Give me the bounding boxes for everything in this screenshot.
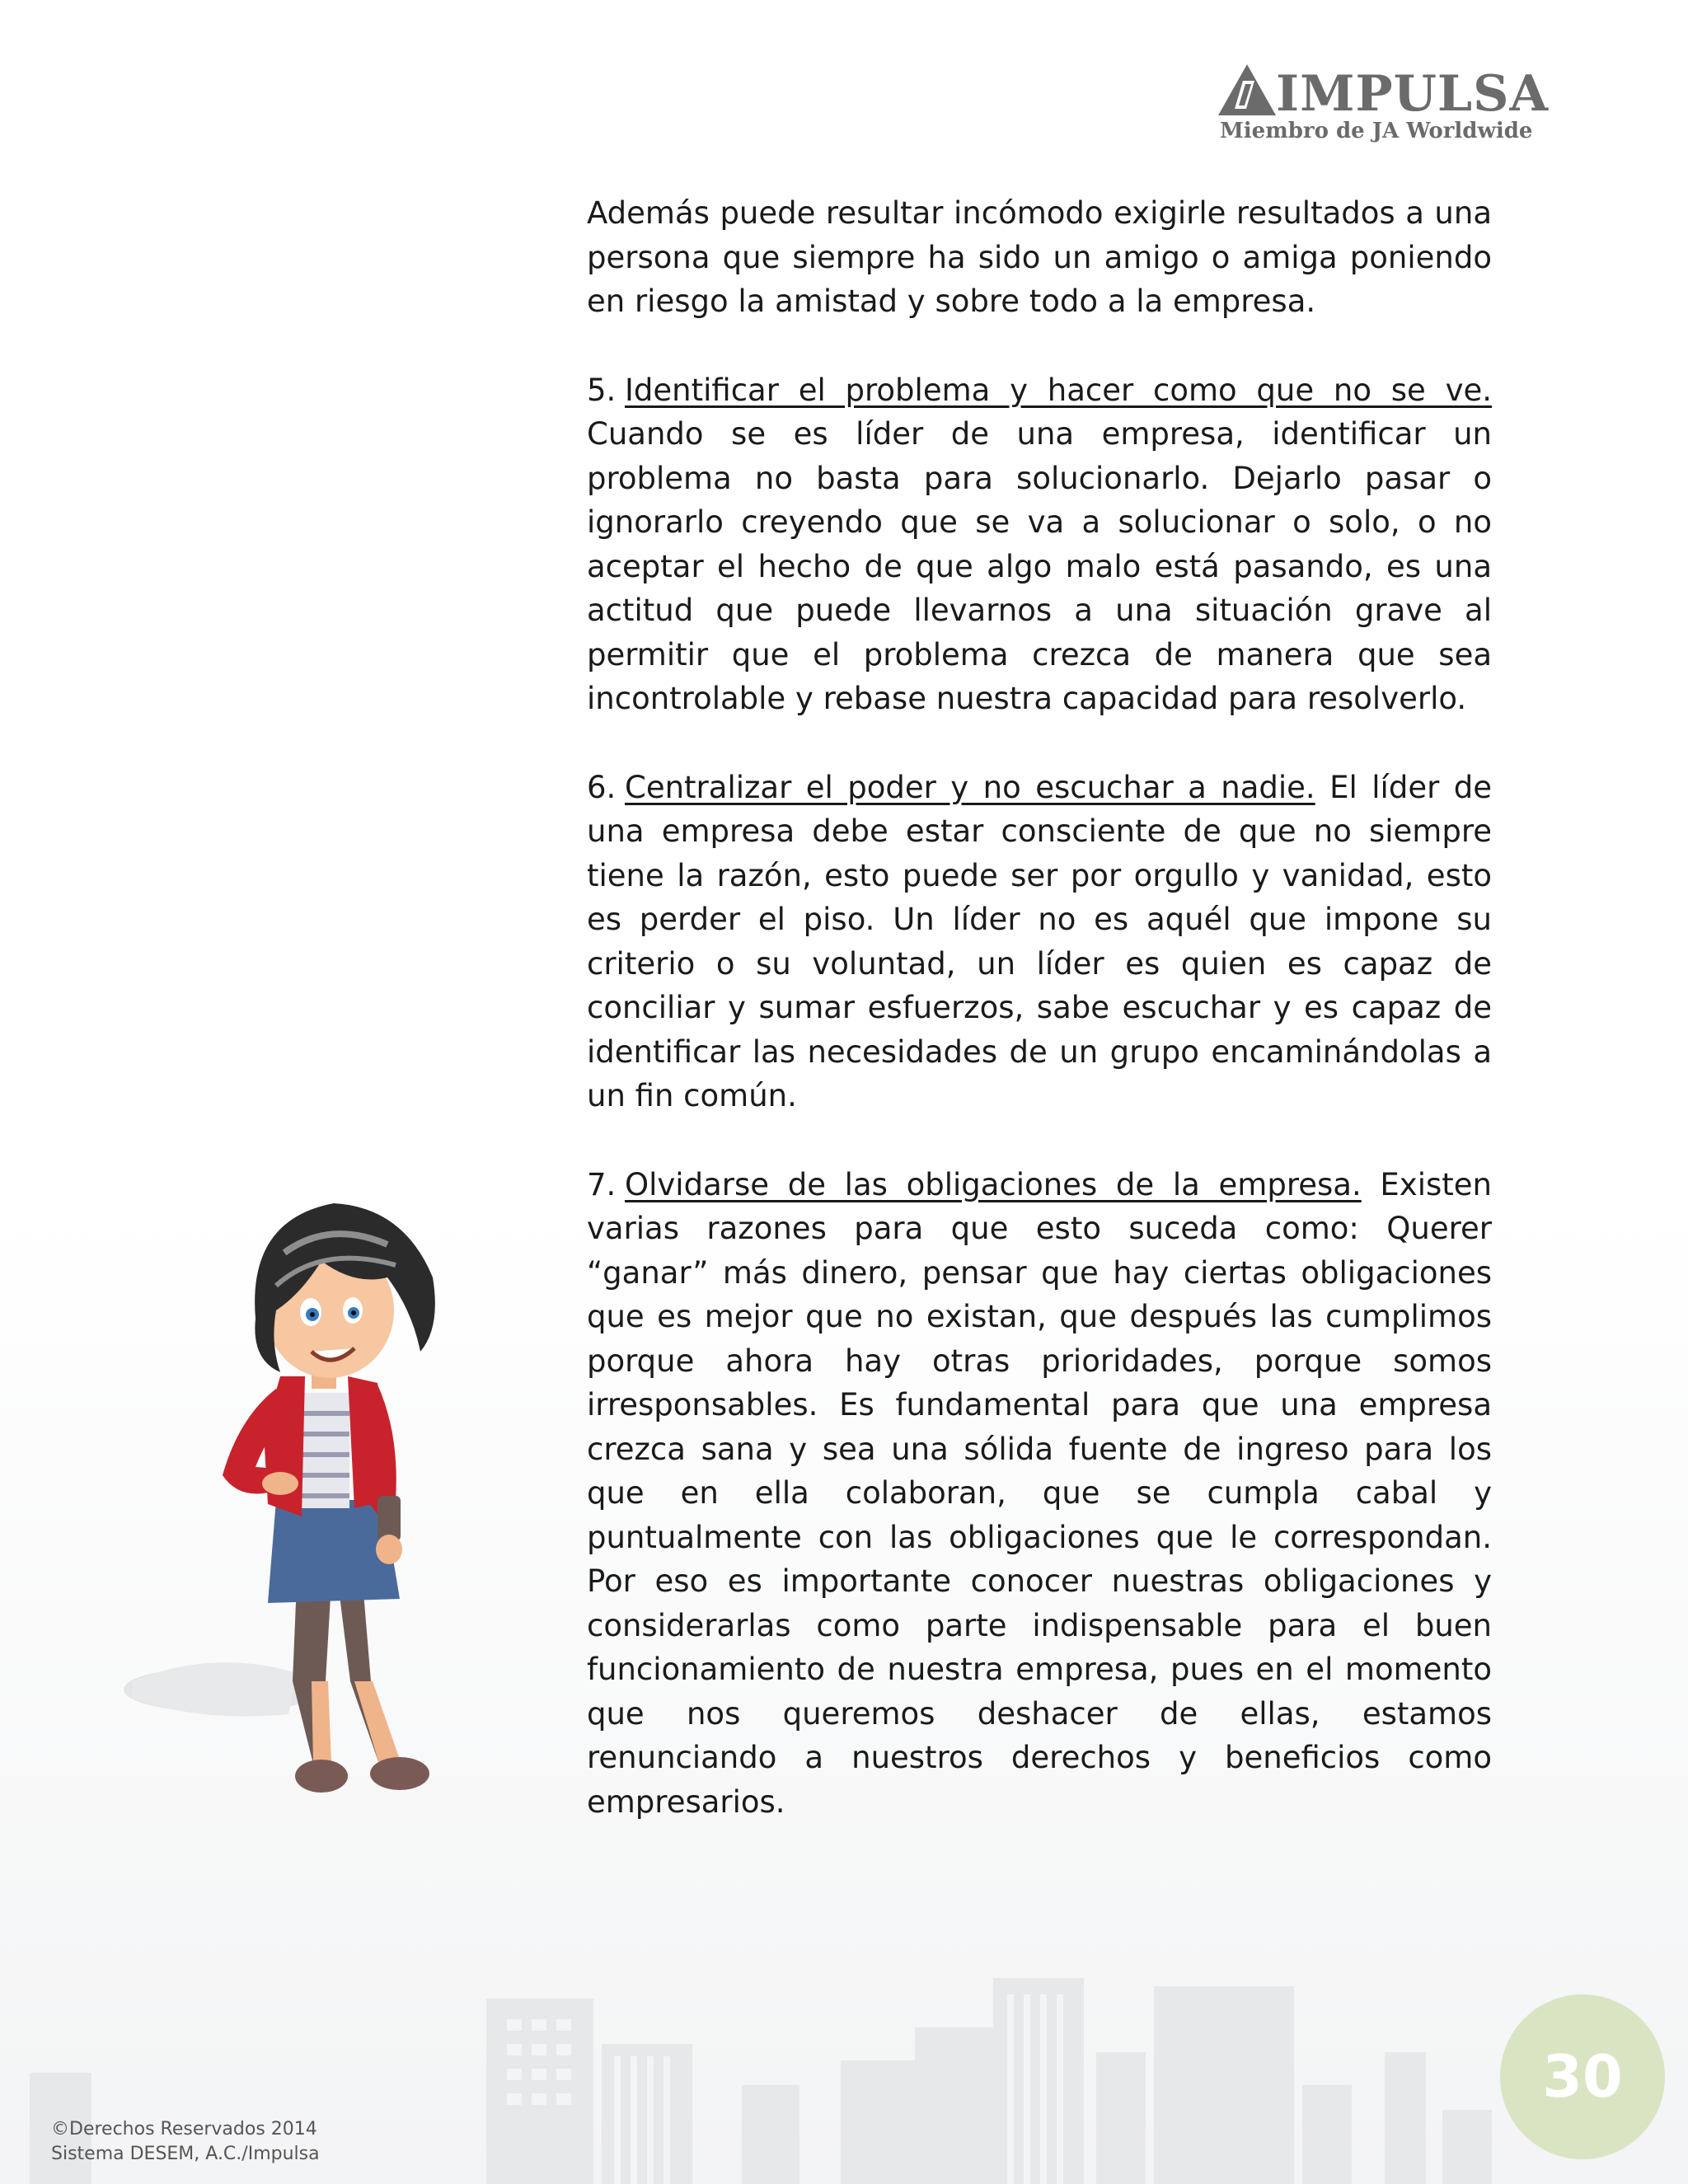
item-number: 5. (587, 372, 617, 408)
list-item-6 (587, 766, 1492, 1118)
organization-text: Sistema DESEM, A.C./Impulsa (51, 2144, 320, 2164)
list-item-5 (587, 368, 1492, 721)
logo-wordmark: IMPULSA (1276, 65, 1549, 123)
item-number: 6. (587, 769, 617, 805)
item-heading: Identificar el problema y hacer como que no se ve. (625, 372, 1492, 408)
intro-paragraph: Además puede resultar incómodo exigirle resultados a una persona que siempre ha sido un amigo o amiga poniendo en riesgo la amistad y sobre todo a la empresa. (587, 195, 1492, 319)
item-heading: Centralizar el poder y no escuchar a nadie. (625, 769, 1315, 805)
logo-tagline: Miembro de JA Worldwide (1220, 119, 1533, 143)
item-number: 7. (587, 1166, 617, 1202)
list-item-7 (587, 1163, 1492, 1825)
item-text: Cuando se es líder de una empresa, identificar un problema no basta para solucionarlo. Dejarlo pasar o ignorarlo creyendo que se va a solucionar o solo, o no aceptar el hecho de que algo malo está pasando, es una actitud que puede llevarnos a una situación grave al permitir que el problema crezca de manera que sea incontrolable y rebase nuestra capacidad para resolverlo. (587, 416, 1492, 716)
item-text: Existen varias razones para que esto suceda como: Querer “ganar” más dinero, pensar que hay ciertas obligaciones que es mejor que no existan, que después las cumplimos porque ahora hay otras prioridades, porque somos irresponsables. Es fundamental para que una empresa crezca sana y sea una sólida fuente de ingreso para los que en ella colaboran, que se cumpla cabal y puntualmente con las obligaciones que le correspondan. Por eso es importante conocer nuestras obligaciones y considerarlas como parte indispensable para el buen funcionamiento de nuestra empresa, pues en el momento que nos queremos deshacer de ellas, estamos renunciando a nuestros derechos y beneficios como empresarios. (587, 1166, 1492, 1820)
copyright-text: ©Derechos Reservados 2014 (51, 2119, 317, 2139)
cartoon-girl-illustration (115, 1187, 486, 1830)
impulsa-logo (1218, 58, 1549, 148)
item-text: El líder de una empresa debe estar consciente de que no siempre tiene la razón, esto puede ser por orgullo y vanidad, esto es perder el piso. Un líder no es aquél que impone su criterio o su voluntad, un líder es quien es capaz de conciliar y sumar esfuerzos, sabe escuchar y es capaz de identificar las necesidades de un grupo encaminándolas a un fin común. (587, 769, 1492, 1113)
document-body (587, 191, 1492, 1868)
impulsa-triangle-icon (1218, 64, 1276, 115)
page-number: 30 (1542, 2043, 1623, 2111)
footer-copyright (51, 2117, 320, 2167)
item-heading: Olvidarse de las obligaciones de la empresa. (625, 1166, 1362, 1202)
page-number-badge (1500, 1994, 1665, 2159)
